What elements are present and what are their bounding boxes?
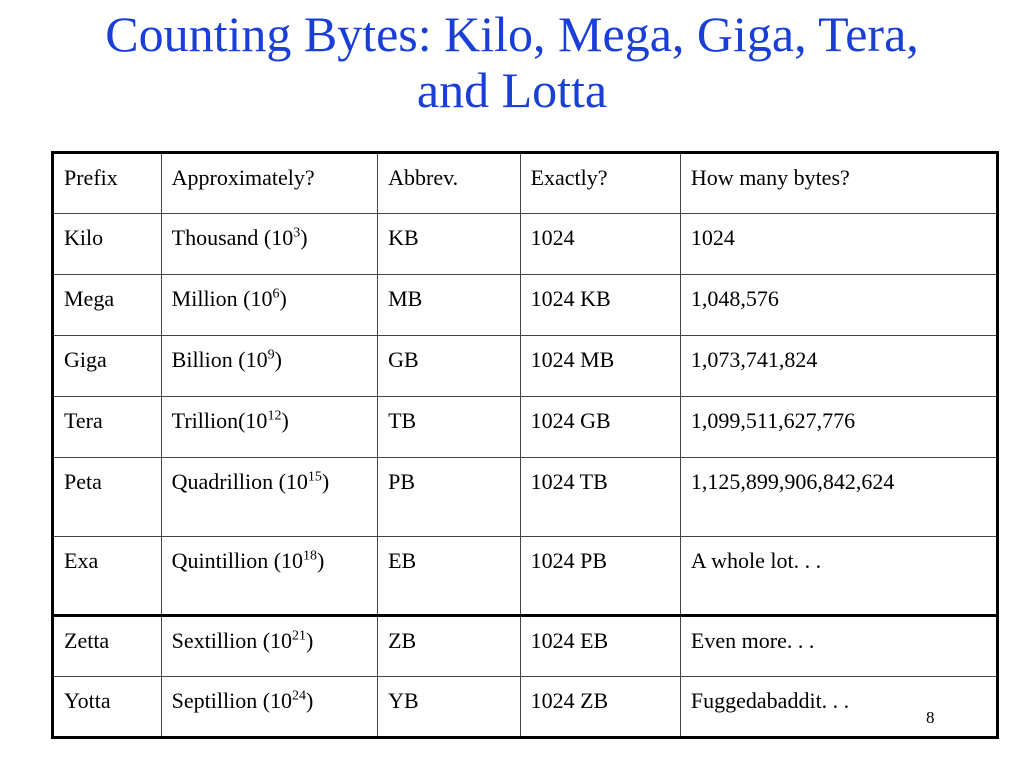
cell-bytes: 1,125,899,906,842,624 — [680, 458, 997, 537]
cell-exactly: 1024 PB — [520, 537, 680, 616]
table-row — [53, 275, 998, 336]
header-prefix: Prefix — [53, 153, 162, 214]
approx-text: Billion (10 — [171, 347, 268, 372]
exponent: 9 — [267, 347, 275, 363]
exponent: 18 — [303, 548, 318, 564]
cell-approx — [161, 275, 377, 336]
approx-text: Quadrillion (10 — [171, 469, 308, 494]
cell-bytes: A whole lot. . . — [680, 537, 997, 616]
table-row — [53, 677, 998, 738]
approx-close: ) — [306, 688, 314, 713]
slide-title — [0, 6, 1024, 118]
slide-title-line-1: Counting Bytes: Kilo, Mega, Giga, Tera, — [105, 6, 919, 62]
approx-text: Quintillion (10 — [171, 548, 304, 573]
cell-prefix: Tera — [53, 397, 162, 458]
table-row — [53, 336, 998, 397]
cell-approx — [161, 336, 377, 397]
cell-prefix: Peta — [53, 458, 162, 537]
cell-bytes: 1,073,741,824 — [680, 336, 997, 397]
slide-number: 8 — [926, 708, 935, 727]
table-row — [53, 397, 998, 458]
cell-abbrev: PB — [378, 458, 520, 537]
cell-prefix: Exa — [53, 537, 162, 616]
cell-approx — [161, 397, 377, 458]
approx-text: Trillion(10 — [171, 408, 268, 433]
cell-approx — [161, 537, 377, 616]
table-header-row — [53, 153, 998, 214]
exponent: 15 — [307, 469, 322, 485]
cell-abbrev: EB — [378, 537, 520, 616]
cell-approx — [161, 677, 377, 738]
approx-close: ) — [274, 347, 282, 372]
header-abbrev: Abbrev. — [378, 153, 520, 214]
table-row — [53, 537, 998, 616]
cell-exactly: 1024 EB — [520, 616, 680, 677]
cell-prefix: Yotta — [53, 677, 162, 738]
approx-text: Million (10 — [171, 286, 273, 311]
header-approximately: Approximately? — [161, 153, 377, 214]
cell-exactly: 1024 ZB — [520, 677, 680, 738]
cell-abbrev: KB — [378, 214, 520, 275]
table-row — [53, 616, 998, 677]
approx-close: ) — [317, 548, 325, 573]
cell-exactly: 1024 TB — [520, 458, 680, 537]
cell-exactly: 1024 KB — [520, 275, 680, 336]
cell-bytes: Even more. . . — [680, 616, 997, 677]
exponent: 12 — [267, 408, 282, 424]
cell-approx — [161, 214, 377, 275]
cell-bytes: 1,048,576 — [680, 275, 997, 336]
cell-approx — [161, 458, 377, 537]
cell-abbrev: ZB — [378, 616, 520, 677]
cell-abbrev: GB — [378, 336, 520, 397]
cell-bytes: 1024 — [680, 214, 997, 275]
approx-text: Sextillion (10 — [171, 628, 293, 653]
approx-close: ) — [279, 286, 287, 311]
approx-close: ) — [306, 628, 314, 653]
cell-abbrev: MB — [378, 275, 520, 336]
cell-prefix: Kilo — [53, 214, 162, 275]
exponent: 21 — [292, 628, 307, 644]
cell-bytes: Fuggedabaddit. . . — [680, 677, 997, 738]
cell-abbrev: YB — [378, 677, 520, 738]
table-row — [53, 214, 998, 275]
exponent: 24 — [292, 688, 307, 704]
cell-approx — [161, 616, 377, 677]
cell-exactly: 1024 GB — [520, 397, 680, 458]
cell-prefix: Giga — [53, 336, 162, 397]
header-how-many-bytes: How many bytes? — [680, 153, 997, 214]
cell-prefix: Zetta — [53, 616, 162, 677]
approx-text: Thousand (10 — [171, 225, 294, 250]
cell-prefix: Mega — [53, 275, 162, 336]
header-exactly: Exactly? — [520, 153, 680, 214]
approx-close: ) — [300, 225, 308, 250]
slide-title-line-2: and Lotta — [416, 62, 608, 118]
table-row — [53, 458, 998, 537]
cell-exactly: 1024 MB — [520, 336, 680, 397]
exponent: 3 — [293, 225, 301, 241]
approx-text: Septillion (10 — [171, 688, 293, 713]
cell-abbrev: TB — [378, 397, 520, 458]
approx-close: ) — [321, 469, 330, 494]
approx-close: ) — [281, 408, 289, 433]
cell-bytes: 1,099,511,627,776 — [680, 397, 997, 458]
exponent: 6 — [272, 286, 280, 302]
cell-exactly: 1024 — [520, 214, 680, 275]
byte-units-table — [51, 151, 999, 739]
